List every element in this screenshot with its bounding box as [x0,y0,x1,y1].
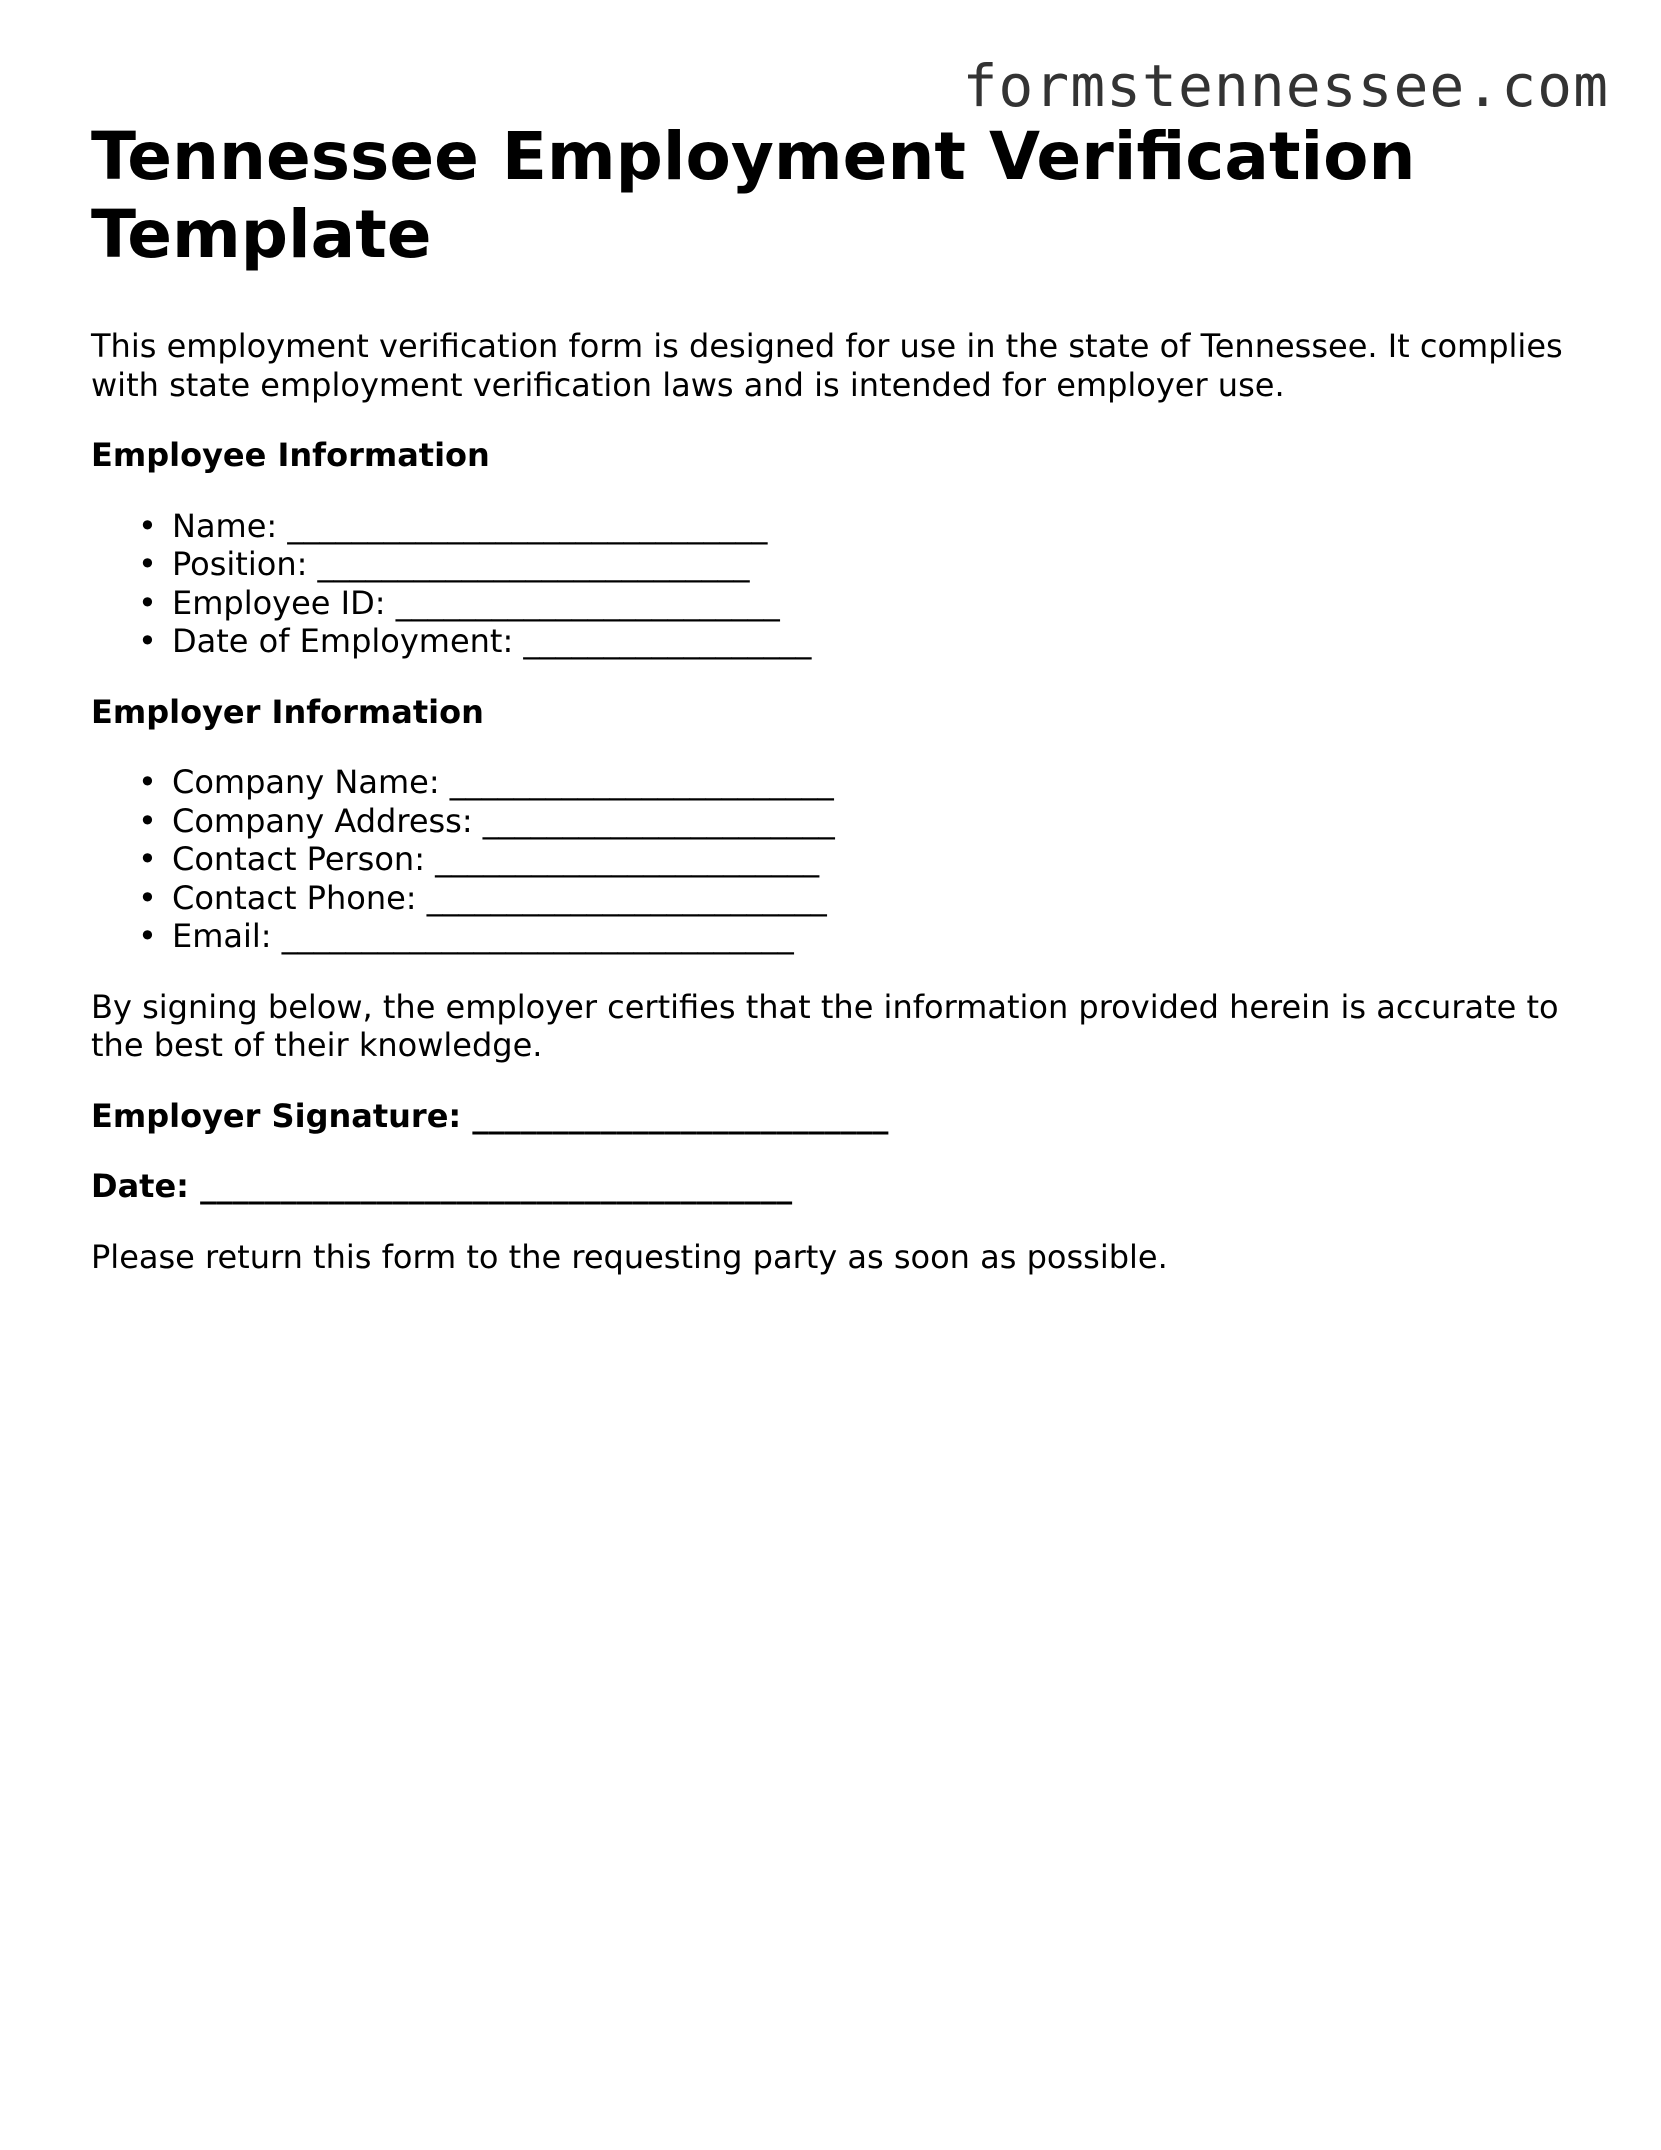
employer-section-heading: Employer Information [91,692,484,731]
field-blank[interactable]: ________________________ [449,763,834,801]
site-watermark: formstennessee.com [962,52,1609,120]
certification-paragraph: By signing below, the employer certifies that the information provided herein is accurate to the best of their knowledge. [91,987,1559,1064]
employer-fields-list [91,763,1571,956]
employee-id-field [138,583,1571,623]
company-name-field [138,763,1571,802]
bullet-icon: • [138,763,157,801]
bullet-icon: • [138,878,157,917]
bullet-icon: • [138,840,157,878]
contact-phone-field [138,878,1571,918]
document-body [91,118,1571,1308]
bullet-icon: • [138,506,157,545]
field-blank[interactable]: ________________________ [435,840,820,878]
field-label: Company Name: [172,763,440,801]
email-field [138,917,1571,956]
field-blank[interactable]: __________________ [523,622,812,660]
employee-name-field [138,506,1571,546]
bullet-icon: • [138,583,157,622]
signature-label: Employer Signature: [91,1096,462,1135]
field-blank[interactable]: _________________________ [426,878,827,917]
contact-person-field [138,840,1571,879]
field-label: Contact Phone: [172,878,417,917]
employee-position-field [138,545,1571,584]
bullet-icon: • [138,545,157,583]
closing-paragraph: Please return this form to the requesting party as soon as possible. [91,1237,1168,1276]
field-blank[interactable]: ______________________________ [287,506,768,545]
field-label: Email: [172,917,272,955]
employment-date-field [138,622,1571,661]
page-title: Tennessee Employment Verification Template [91,118,1416,273]
bullet-icon: • [138,917,157,955]
employee-section-heading: Employee Information [91,436,490,474]
field-label: Company Address: [172,801,473,840]
field-label: Employee ID: [172,583,386,622]
field-blank[interactable]: ___________________________ [317,545,750,583]
date-line [91,1167,1571,1206]
field-blank[interactable]: ________________________________ [281,917,794,955]
bullet-icon: • [138,622,157,660]
date-blank[interactable]: _____________________________________ [200,1167,793,1205]
field-blank[interactable]: ________________________ [395,583,780,622]
signature-blank[interactable]: __________________________ [472,1096,889,1135]
employer-signature-line [91,1097,1571,1136]
date-label: Date: [91,1167,189,1205]
bullet-icon: • [138,801,157,840]
field-blank[interactable]: ______________________ [482,801,835,840]
field-label: Contact Person: [172,840,425,878]
employee-fields-list [91,507,1571,661]
field-label: Date of Employment: [172,622,514,660]
field-label: Name: [172,506,278,545]
field-label: Position: [172,545,308,583]
intro-paragraph: This employment verification form is designed for use in the state of Tennessee. It complies with state employment verification laws and is intended for employer use. [91,327,1563,404]
company-address-field [138,801,1571,841]
